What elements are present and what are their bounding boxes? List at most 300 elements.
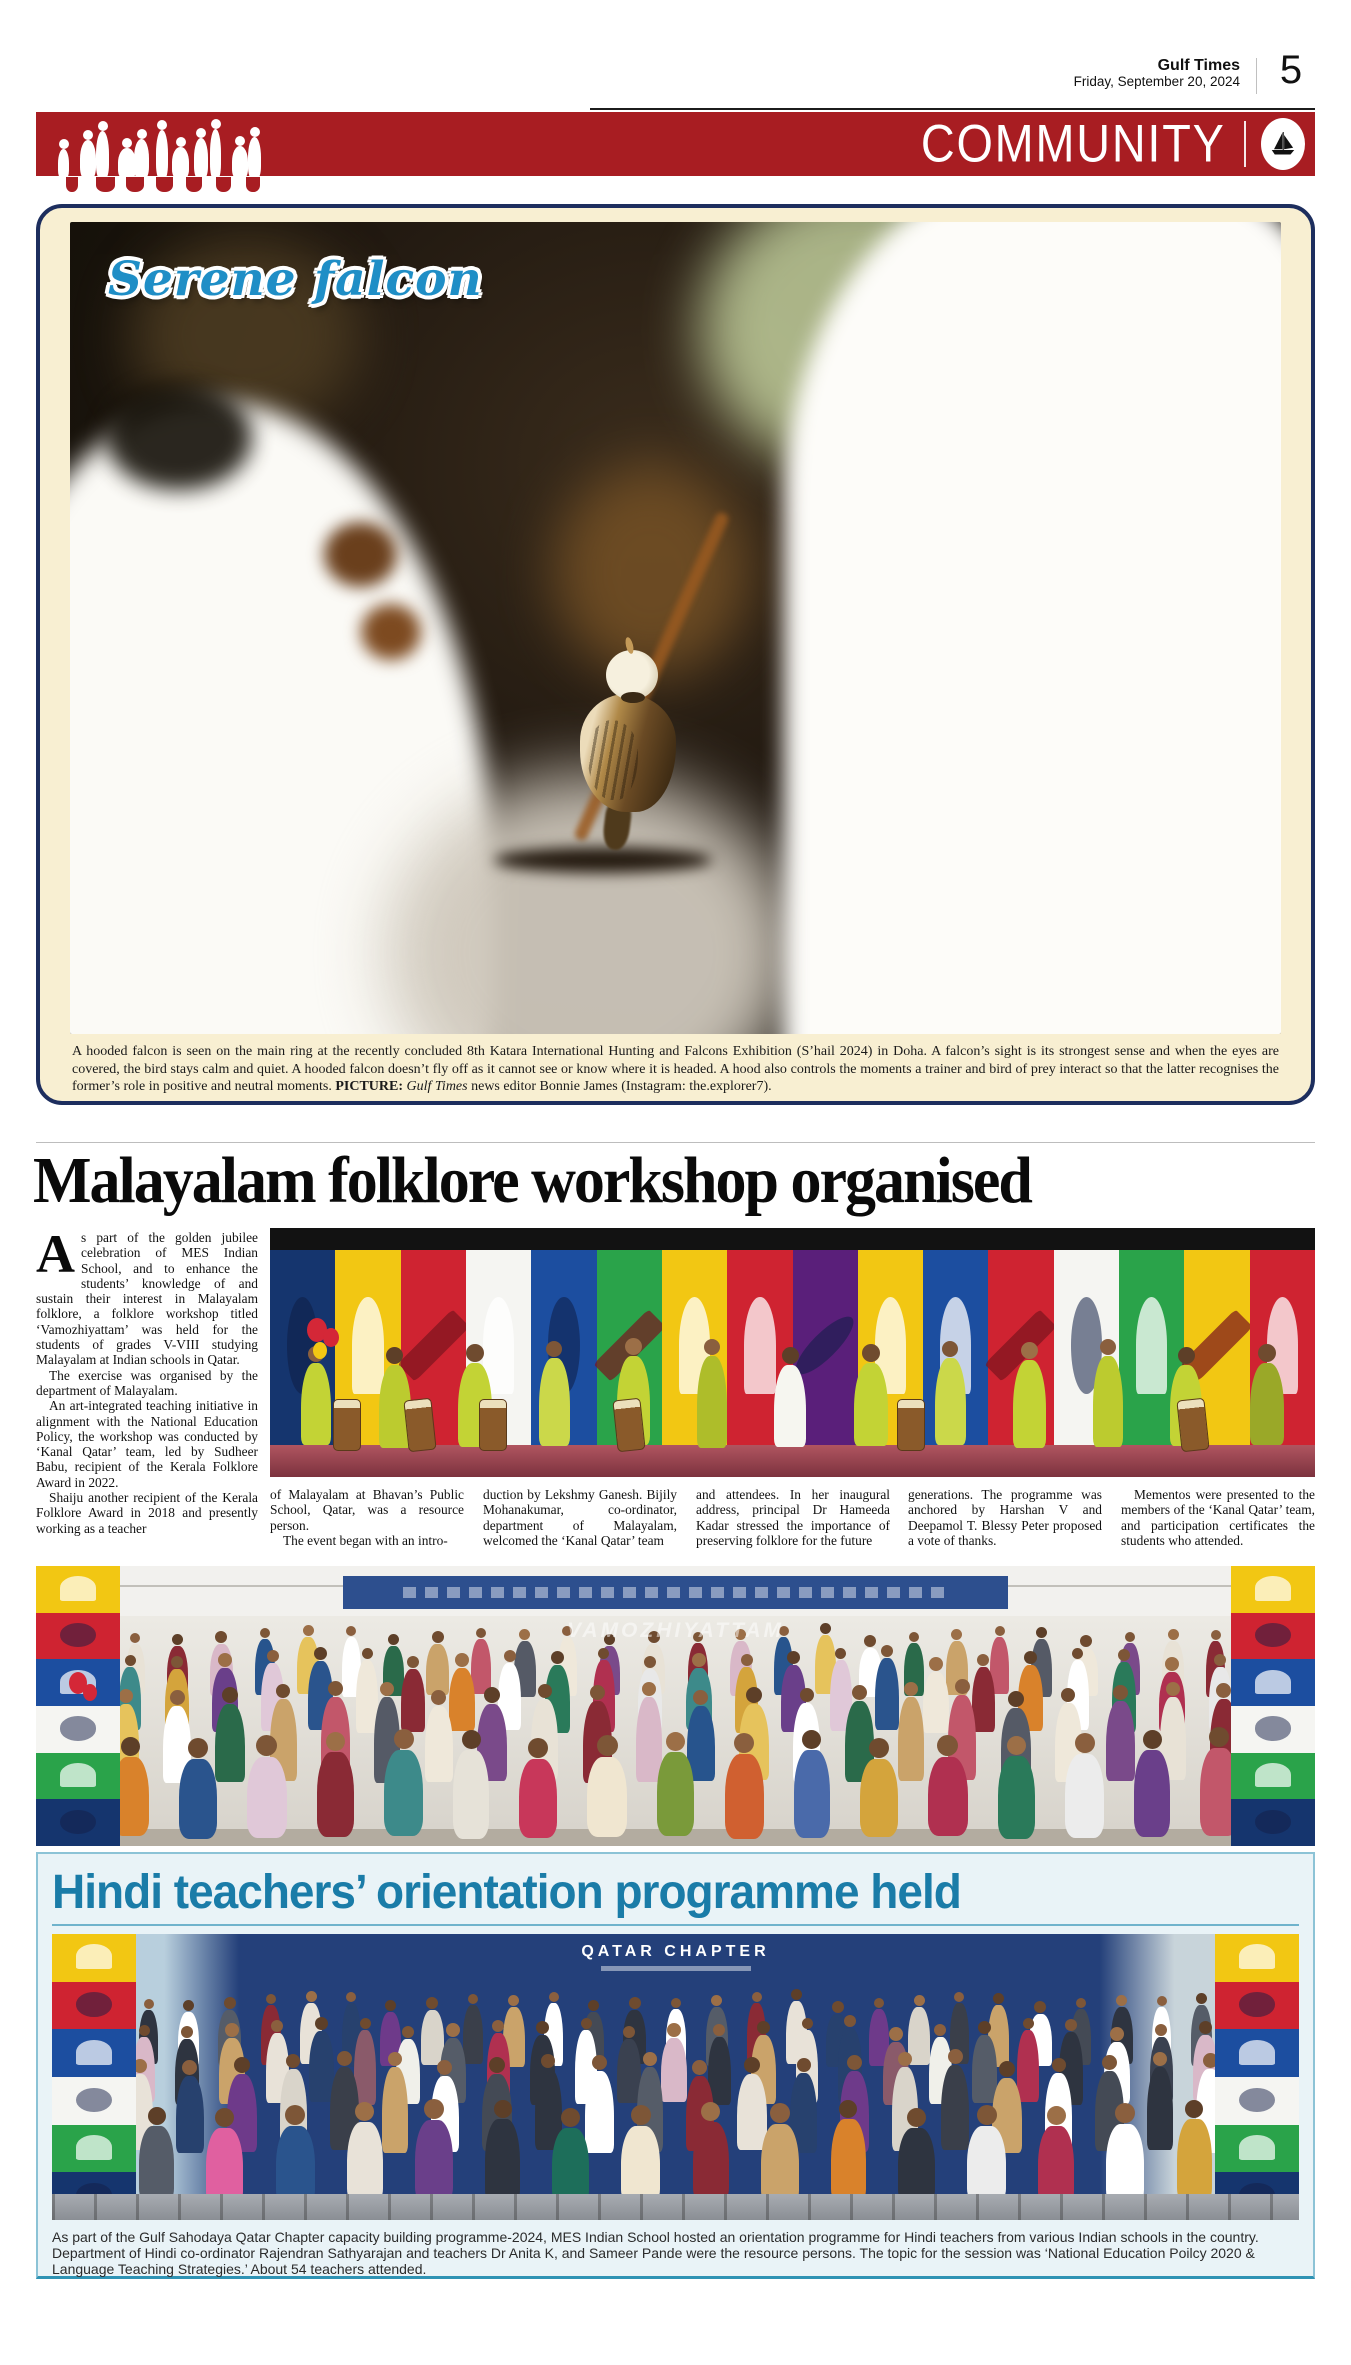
person-head [631, 2105, 651, 2125]
white-person-silhouette [80, 140, 96, 179]
person-head [711, 1995, 722, 2006]
blurred-brown-patch [361, 604, 422, 661]
person-head [267, 1650, 279, 1662]
person-head [1155, 2024, 1167, 2036]
person-body [967, 2126, 1006, 2204]
person-head [541, 2054, 555, 2068]
person-figure [657, 1732, 694, 1836]
paragraph: The event began with an intro- [283, 1532, 448, 1548]
person-head [171, 1656, 183, 1668]
person-head [1118, 1649, 1130, 1661]
person-head [752, 1992, 762, 2002]
person-head [183, 2000, 194, 2011]
person-head [644, 1656, 656, 1668]
person-head [625, 1338, 642, 1355]
person-head [407, 1656, 419, 1668]
person-head [538, 1684, 552, 1698]
side-panel-cell [1215, 1934, 1299, 1982]
person-head [225, 2023, 239, 2037]
person-head [643, 2052, 657, 2066]
person-head [394, 1729, 414, 1749]
side-panel-cell [1231, 1566, 1315, 1613]
person-head [770, 2103, 790, 2123]
side-panel-cell [1215, 2077, 1299, 2125]
person-body [539, 1358, 570, 1446]
person-head [1021, 1342, 1038, 1359]
person-head [431, 1690, 446, 1705]
person-figure [898, 2108, 935, 2205]
person-body [587, 1757, 627, 1837]
person-head [835, 1648, 846, 1659]
person-figure [1134, 1730, 1170, 1837]
person-head [504, 1650, 516, 1662]
person-body [621, 2126, 660, 2205]
paragraph-text: s part of the golden jubilee celebration of MES Indian School, and to enhance the students’ knowledge of and sustain their interest in Malayalam folklore, a folklore workshop titled ‘Vamozhiyattam’ was held for the students of grades V-VIII studying Malayalam at Indian schools in Qatar. [36, 1230, 258, 1368]
red-person-silhouette [156, 177, 173, 192]
person-head [713, 2024, 725, 2036]
person-head [494, 2100, 512, 2118]
person-body [854, 1363, 888, 1446]
picture-credit-rest: news editor Bonnie James (Instagram: the.explorer7). [467, 1079, 772, 1094]
person-head [1115, 2103, 1135, 2123]
person-head [839, 2100, 857, 2118]
person-figure [276, 2105, 315, 2206]
person-head [1165, 1657, 1179, 1671]
person-head [492, 2020, 504, 2032]
person-head [757, 2021, 770, 2034]
person-head [977, 1654, 989, 1666]
hindi-headline-rule [52, 1924, 1299, 1926]
person-head [139, 2025, 150, 2036]
person-body [1093, 1356, 1123, 1447]
person-head [549, 1992, 559, 2002]
workshop-group-photo [36, 1566, 1315, 1846]
person-figure [384, 1729, 423, 1836]
paragraph [36, 1224, 258, 1368]
person-head [642, 1682, 656, 1696]
person-figure [379, 1347, 411, 1448]
person-body [794, 1750, 830, 1838]
person-figure [485, 2100, 520, 2207]
person-head [1052, 2058, 1066, 2072]
person-body [657, 1752, 694, 1836]
person-head [993, 1993, 1004, 2004]
side-panel-cell [52, 2077, 136, 2125]
person-head [362, 1648, 373, 1659]
crowd-row [139, 2097, 1211, 2204]
white-person-silhouette [232, 146, 248, 179]
person-head [561, 2108, 580, 2127]
article-column-3 [483, 1487, 677, 1548]
white-person-silhouette [156, 130, 168, 179]
person-head [797, 2058, 811, 2072]
person-head [802, 1730, 821, 1749]
person-head [914, 1995, 925, 2006]
person-head [1075, 1733, 1095, 1753]
person-head [551, 1651, 564, 1664]
side-panel-cell [1231, 1753, 1315, 1800]
person-figure [998, 1736, 1035, 1839]
person-head [942, 1341, 958, 1357]
person-head [426, 1997, 438, 2009]
person-figure [774, 1347, 806, 1447]
person-figure [179, 1738, 217, 1839]
paragraph: duction by Lekshmy Ganesh. Bijily Mohanakumar, co-ordinator, department of Malayalam, welcomed the ‘Kanal Qatar’ team [483, 1487, 677, 1548]
person-head [256, 1735, 277, 1756]
person-body [247, 1757, 287, 1838]
person-head [701, 2102, 720, 2121]
person-head [746, 1687, 762, 1703]
person-head [588, 2000, 599, 2011]
folk-art-side-panel [36, 1566, 120, 1846]
person-head [955, 1679, 970, 1694]
white-person-silhouette [96, 131, 109, 179]
person-head [852, 1685, 867, 1700]
person-head [181, 2026, 193, 2038]
person-head [144, 1999, 154, 2009]
person-figure [854, 1344, 888, 1446]
person-head [802, 2018, 813, 2029]
person-head [536, 2021, 549, 2034]
side-panel-cell [52, 2125, 136, 2173]
person-head [1072, 1648, 1083, 1659]
person-head [355, 2102, 374, 2121]
person-head [1102, 2055, 1117, 2070]
person-figure [206, 2108, 243, 2207]
article-column-1 [36, 1224, 258, 1564]
person-body [935, 1358, 966, 1445]
person-head [1116, 1995, 1127, 2006]
side-panel-cell [1231, 1706, 1315, 1753]
side-panel-cell [1231, 1799, 1315, 1846]
person-body [1134, 1750, 1170, 1837]
person-body [928, 1757, 968, 1836]
white-person-silhouette [118, 148, 136, 179]
red-person-silhouette [216, 177, 231, 192]
chenda-drum [333, 1399, 361, 1451]
person-body [1177, 2119, 1212, 2205]
person-head [629, 1997, 641, 2009]
person-head [1110, 2027, 1124, 2041]
person-head [1023, 2018, 1034, 2029]
person-head [328, 1681, 343, 1696]
malayalam-headline: Malayalam folklore workshop organised [33, 1144, 1031, 1218]
person-head [929, 1657, 943, 1671]
folk-art-side-panel [1231, 1566, 1315, 1846]
side-panel-cell [1231, 1659, 1315, 1706]
person-head [667, 2023, 681, 2037]
person-head [266, 1994, 276, 2004]
person-figure [1093, 1339, 1123, 1447]
person-head [597, 1735, 618, 1756]
person-head [388, 2052, 402, 2066]
person-head [592, 2055, 607, 2070]
person-head [1113, 1685, 1128, 1700]
person-head [847, 2055, 862, 2070]
blurred-headdress-patch [106, 384, 251, 490]
person-body [998, 1756, 1035, 1839]
person-figure [139, 2107, 174, 2204]
chenda-drum [403, 1398, 436, 1453]
backdrop-banner-text: QATAR CHAPTER [581, 1942, 770, 1960]
side-panel-cell [1215, 1982, 1299, 2030]
person-body [317, 1752, 354, 1837]
person-body [384, 1750, 423, 1836]
person-head [734, 1733, 754, 1753]
person-head [276, 1684, 290, 1698]
person-head [904, 1682, 918, 1696]
paper-name: Gulf Times [1157, 57, 1240, 74]
person-figure [697, 1339, 727, 1448]
person-head [1214, 1654, 1226, 1666]
blurred-brown-patch [324, 522, 397, 587]
person-head [1157, 1996, 1167, 2006]
hindi-article-box [36, 1852, 1315, 2279]
hooded-falcon [560, 644, 710, 854]
person-figure [860, 1738, 898, 1837]
person-head [1047, 2106, 1066, 2125]
person-figure [794, 1730, 830, 1838]
person-head [1185, 2100, 1203, 2118]
person-head [590, 1685, 605, 1700]
paragraph: Mementos were presented to the members of the ‘Kanal Qatar’ team, and participation certificates the students who attended. [1121, 1487, 1315, 1548]
person-figure [621, 2105, 660, 2205]
side-panel-cell [1215, 2029, 1299, 2077]
person-head [832, 2001, 844, 2013]
masthead [900, 57, 1240, 89]
person-head [285, 2105, 305, 2125]
falcon-hooded-head [606, 650, 658, 700]
person-head [1065, 2019, 1077, 2031]
person-head [874, 1998, 884, 2008]
person-figure [247, 1735, 287, 1838]
person-head [977, 2105, 997, 2125]
person-head [704, 1339, 720, 1355]
article-column-4 [696, 1487, 890, 1548]
person-head [1153, 2052, 1167, 2066]
person-head [315, 2017, 328, 2030]
person-body [831, 2119, 866, 2206]
person-figure [1065, 1733, 1104, 1838]
white-person-silhouette [58, 149, 69, 179]
person-head [385, 2000, 396, 2011]
person-figure [761, 2103, 799, 2207]
white-person-silhouette [194, 138, 208, 179]
person-head [215, 2108, 234, 2127]
masthead-divider [1256, 58, 1257, 94]
person-body [179, 1759, 217, 1839]
person-head [881, 1645, 893, 1657]
person-figure [967, 2105, 1006, 2204]
person-figure [831, 2100, 866, 2206]
person-head [1196, 1993, 1207, 2004]
side-panel-cell [36, 1566, 120, 1613]
person-head [1100, 1339, 1116, 1355]
person-figure [587, 1735, 627, 1837]
person-head [1061, 1688, 1075, 1702]
person-head [978, 2021, 991, 2034]
photo-watermark: VAMOZHIYATTAM [566, 1619, 785, 1643]
person-head [862, 1344, 880, 1362]
person-figure [693, 2102, 729, 2204]
person-head [693, 1690, 708, 1705]
person-body [774, 1365, 806, 1447]
person-head [1199, 2021, 1212, 2034]
person-head [446, 2023, 460, 2037]
person-head [402, 2026, 414, 2038]
person-head [1178, 1347, 1195, 1364]
person-figure [1038, 2106, 1074, 2207]
hall-floor [52, 2194, 1299, 2220]
person-head [286, 2054, 300, 2068]
person-head [455, 1653, 469, 1667]
person-figure [552, 2108, 589, 2206]
falcon-body [580, 694, 676, 812]
person-head [1166, 1682, 1180, 1696]
issue-date: Friday, September 20, 2024 [1073, 74, 1240, 89]
white-person-silhouette [134, 139, 149, 179]
side-panel-cell [52, 1934, 136, 1982]
hindi-caption: As part of the Gulf Sahodaya Qatar Chapter capacity building programme-2024, MES Indian School hosted an orientation programme for Hindi teachers from various Indian schools in the country. Department of Hindi co-ordinator Rajendran Sathyarajan and teachers Dr Anita K, and Sameer Pande were the resource persons. The topic for the session was ‘National Education Poilcy 2020 & Language Teaching Strategies.’ About 54 teachers attended. [52, 2229, 1259, 2277]
paragraph: Shaiju another recipient of the Kerala Folklore Award in 2018 and presently working as a teacher [36, 1490, 258, 1536]
paragraph: The exercise was organised by the department of Malayalam. [36, 1367, 258, 1398]
blurred-figure-right [784, 222, 1281, 1034]
person-head [800, 1688, 814, 1702]
person-figure [935, 1341, 966, 1445]
person-head [581, 2018, 592, 2029]
person-body [697, 1356, 727, 1448]
chenda-drum [479, 1399, 507, 1451]
article-column-2 [270, 1487, 464, 1548]
person-body [1013, 1360, 1046, 1448]
backdrop-banner-subline [601, 1966, 751, 1971]
workshop-stage-photo [270, 1228, 1315, 1477]
person-figure [301, 1346, 331, 1445]
person-head [844, 2015, 856, 2027]
person-head [170, 1690, 185, 1705]
person-head [598, 1648, 609, 1659]
crowd-silhouette-graphic [58, 116, 278, 192]
person-head [937, 1735, 958, 1756]
person-figure [415, 2099, 453, 2204]
red-person-silhouette [66, 177, 78, 192]
person-head [954, 1992, 964, 2002]
person-head [623, 2026, 635, 2038]
person-body [347, 2122, 383, 2205]
red-person-silhouette [186, 177, 202, 192]
person-head [948, 2049, 963, 2064]
article-column-5 [908, 1487, 1102, 1548]
person-head [346, 1992, 356, 2002]
side-panel-cell [1215, 2125, 1299, 2173]
dhow-boat-svg [1268, 129, 1298, 159]
person-head [889, 2027, 903, 2041]
person-head [546, 1341, 562, 1357]
backdrop-banner [426, 1943, 925, 1971]
person-head [489, 2057, 505, 2073]
person-head [692, 1653, 706, 1667]
person-head [666, 1732, 685, 1751]
page-number: 5 [1279, 48, 1303, 92]
person-body [860, 1759, 898, 1837]
red-person-silhouette [126, 177, 144, 192]
person-head [218, 1653, 232, 1667]
person-head [437, 2060, 452, 2075]
person-figure [1177, 2100, 1212, 2205]
person-head [380, 1682, 394, 1696]
folk-art-side-panel [52, 1934, 136, 2220]
paragraph: and attendees. In her inaugural address, principal Dr Hameeda Kadar stressed the importance of preserving folklore for the future [696, 1487, 890, 1548]
person-head [791, 1989, 802, 2000]
person-head [508, 1995, 519, 2006]
person-head [125, 1655, 136, 1666]
person-figure [1250, 1344, 1284, 1445]
person-figure [453, 1730, 489, 1839]
person-head [188, 1738, 208, 1758]
section-title: COMMUNITY [921, 114, 1226, 174]
person-head [907, 2108, 926, 2127]
person-body [301, 1363, 331, 1445]
person-body [1065, 1754, 1104, 1838]
person-head [468, 1994, 478, 2004]
person-head [224, 1997, 236, 2009]
red-person-silhouette [96, 177, 115, 192]
person-head [271, 2020, 283, 2032]
dhow-boat-icon [1261, 118, 1305, 170]
person-head [148, 2107, 166, 2125]
falcon-feature-box [36, 204, 1315, 1105]
person-head [1209, 1727, 1229, 1747]
picture-credit-label: PICTURE: [335, 1079, 407, 1094]
person-head [934, 2024, 946, 2036]
photo-feature-title: Serene falcon [108, 252, 483, 307]
drop-cap: A [36, 1224, 75, 1284]
person-head [1076, 1998, 1086, 2008]
person-head [671, 1998, 681, 2008]
falcon-photo [70, 222, 1281, 1034]
side-panel-cell [36, 1753, 120, 1800]
person-head [326, 1732, 345, 1751]
yellow-balloon [313, 1342, 327, 1359]
side-panel-cell [36, 1799, 120, 1846]
person-figure [519, 1738, 557, 1838]
side-panel-cell [36, 1706, 120, 1753]
person-head [119, 1689, 133, 1703]
person-head [306, 1991, 317, 2002]
person-head [787, 1651, 800, 1664]
person-head [782, 1347, 799, 1364]
person-head [1024, 1651, 1037, 1664]
person-head [1216, 1683, 1231, 1698]
person-head [386, 1347, 403, 1364]
white-person-silhouette [248, 137, 261, 179]
falcon-caption [72, 1043, 1279, 1096]
side-panel-cell [36, 1613, 120, 1660]
chenda-drum [612, 1398, 645, 1453]
person-head [1034, 2001, 1046, 2013]
person-head [1143, 1730, 1162, 1749]
hindi-group-photo [52, 1934, 1299, 2220]
person-head [1007, 1736, 1026, 1755]
banner-separator [1244, 121, 1246, 167]
person-head [424, 2099, 444, 2119]
person-figure [1106, 2103, 1144, 2206]
person-figure [1013, 1342, 1046, 1448]
person-head [337, 2051, 352, 2066]
person-head [182, 2060, 197, 2075]
person-figure [539, 1341, 570, 1446]
chenda-drum [1176, 1398, 1209, 1453]
